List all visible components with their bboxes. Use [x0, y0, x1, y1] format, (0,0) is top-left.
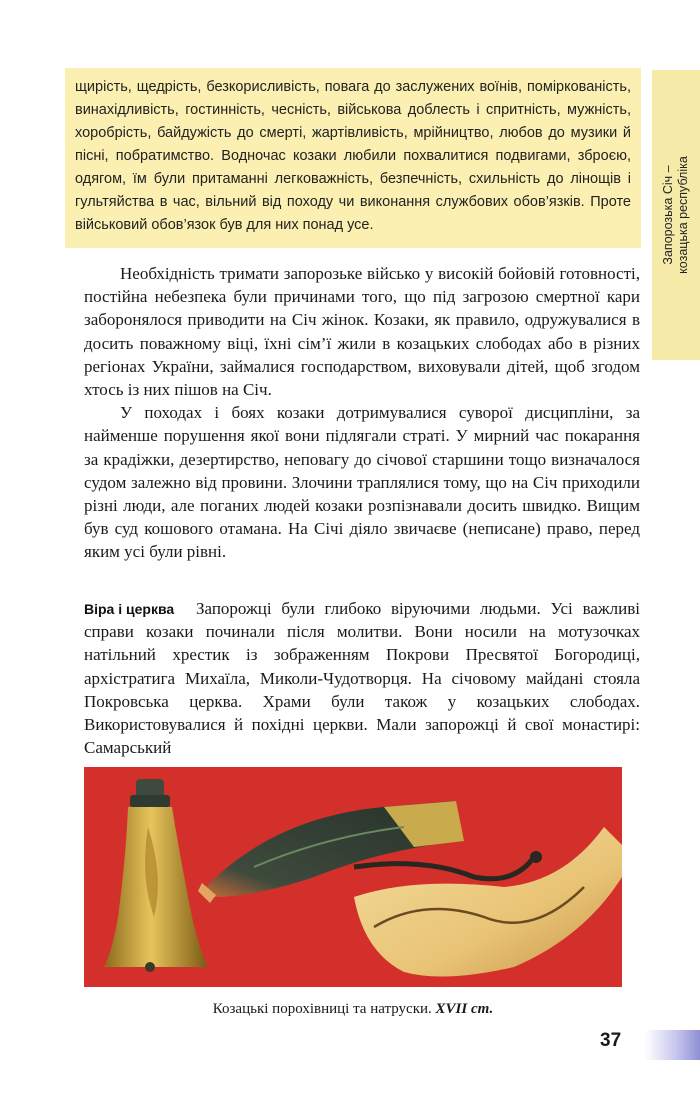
chapter-side-tab — [652, 70, 700, 360]
highlight-box — [65, 68, 641, 248]
chapter-side-tab-label — [661, 70, 691, 360]
page-number-tab — [645, 1030, 700, 1060]
highlight-box-text: щирість, щедрість, безкорисливість, повага до заслужених воїнів, поміркованість, винахідливість, гостинність, чесність, військова доблесть і спритність, мужність, хоробрість, байдужість до смерті, жартівливість, мрійництво, любов до музики й пісні, побратимство. Водночас козаки любили похвалитися подвигами, зброєю, одягом, їм були притаманні легковажність, безпечність, схильність до лінощів і гультяйства в час, вільний від походу чи виконання службових обов’язків. Проте військовий обов’язок був для них понад усе. — [75, 79, 631, 233]
section-heading: Віра і церква — [84, 601, 175, 617]
chapter-title-line2: козацька республіка — [676, 156, 690, 274]
caption-text: Козацькі порохівниці та натруски. — [212, 1001, 432, 1017]
chapter-title-line1: Запорозька Січ – — [661, 165, 675, 265]
paragraph-2: У походах і боях козаки дотримувалися суворої дисципліни, за найменше порушення якої вони підлягали страті. У мирний час покарання за крадіжки, дезертирство, неповагу до січової старшини тощо визначалося судом залежно від провини. Злочини траплялися тому, що на Січ приходили різні люди, але поганих людей козаки розпізнавали досить швидко. Вищим був суд кошового отамана. На Січі діяло звичаєве (неписане) право, перед яким усі були рівні. — [84, 403, 640, 562]
section-paragraph: Запорожці були глибоко віруючими людьми. Усі важливі справи козаки починали після молитви. Вони носили на мотузочках натільний хрестик із зображенням Покрови Пресвятої Богородиці, архістратига Михаїла, Миколи-Чудотворця. На січовому майдані стояла Покровська церква. Храми були також у козацьких слободах. Використовувалися й похідні церкви. Мали запорожці й свої монастирі: Самарський — [84, 599, 640, 758]
powder-flasks-photo — [84, 767, 622, 987]
paragraph-1: Необхідність тримати запорозьке військо у високій бойовій готовності, постійна небезпека були причинами того, що під загрозою смертної кари заборонялося приводити на Січ жінок. Козаки, як правило, одружувалися в досить поважному віці, їхні сім’ї жили в козацьких слободах або в різних регіонах України, займалися господарством, виховували дітей, щоб згодом хтось із них пішов на Січ. — [84, 264, 640, 400]
section-faith-and-church — [84, 597, 640, 759]
page-number: 37 — [600, 1030, 622, 1051]
figure-caption — [84, 1001, 622, 1018]
brass-powder-flask — [104, 779, 208, 972]
caption-century: XVII ст. — [435, 1001, 494, 1017]
main-text — [84, 262, 640, 564]
